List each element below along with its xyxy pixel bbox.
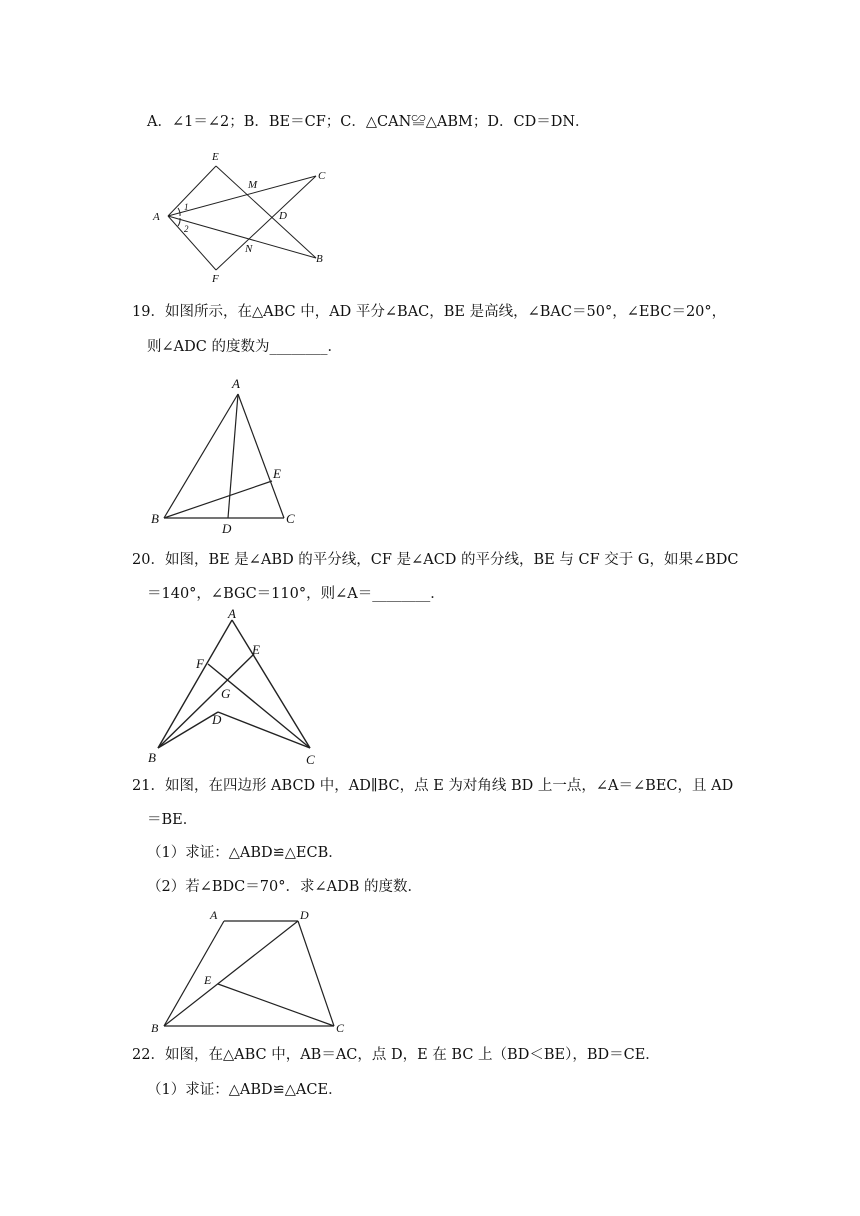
- q20-label-B: B: [148, 750, 156, 765]
- q20-figure: [142, 608, 332, 768]
- q21-label-D: D: [300, 908, 309, 922]
- q20-label-E: E: [252, 642, 260, 657]
- q20-figure-svg: [142, 608, 332, 768]
- q21-sub2: （2）若∠BDC＝70°．求∠ADB 的度数．: [147, 879, 422, 895]
- q19-label-C: C: [286, 511, 295, 526]
- q21-label-B: B: [151, 1021, 159, 1035]
- q20-label-F: F: [196, 656, 204, 671]
- q18-figure: [148, 146, 348, 291]
- q18-figure-svg: [148, 146, 348, 291]
- q19-text-line2: 则∠ADC 的度数为________．: [147, 339, 342, 355]
- q19-label-A: A: [232, 376, 240, 391]
- q20-label-A: A: [228, 608, 236, 621]
- q18-label-M: M: [248, 179, 258, 191]
- q20-text-line1: 20．如图，BE 是∠ABD 的平分线，CF 是∠ACD 的平分线，BE 与 CF 交于 G，如果∠BDC: [132, 552, 739, 568]
- q20-text-line2: ＝140°，∠BGC＝110°，则∠A＝________．: [147, 586, 445, 602]
- q19-text-line1: 19．如图所示，在△ABC 中，AD 平分∠BAC，BE 是高线，∠BAC＝50°，∠EBC＝20°，: [132, 304, 727, 320]
- q21-sub1: （1）求证：△ABD≌△ECB．: [147, 845, 343, 861]
- q21-label-C: C: [336, 1021, 345, 1035]
- q18-label-1: 1: [184, 202, 189, 212]
- q21-label-E: E: [204, 973, 212, 987]
- q18-options: A．∠1＝∠2；B．BE＝CF；C．△CAN≌△ABM；D．CD＝DN．: [147, 114, 590, 130]
- q22-text-line1: 22．如图，在△ABC 中，AB＝AC，点 D，E 在 BC 上（BD＜BE），BD＝CE．: [132, 1047, 660, 1063]
- q18-label-C: C: [318, 170, 326, 182]
- q18-label-A: A: [153, 211, 160, 223]
- q22-sub1: （1）求证：△ABD≌△ACE．: [147, 1082, 343, 1098]
- q19-label-B: B: [151, 511, 159, 526]
- q20-label-G: G: [221, 686, 231, 701]
- q18-label-D: D: [279, 210, 287, 222]
- q20-label-C: C: [306, 752, 315, 767]
- q19-label-D: D: [222, 521, 232, 536]
- q18-label-F: F: [212, 273, 219, 285]
- q18-label-E: E: [212, 151, 219, 163]
- q19-label-E: E: [273, 466, 281, 481]
- q21-text-line2: ＝BE．: [147, 812, 198, 828]
- q21-text-line1: 21．如图，在四边形 ABCD 中，AD∥BC，点 E 为对角线 BD 上一点，∠A＝∠BEC，且 AD: [132, 778, 734, 794]
- q20-label-D: D: [212, 712, 222, 727]
- q19-figure: [148, 372, 308, 537]
- q18-label-B: B: [316, 253, 323, 265]
- q21-figure-svg: [146, 904, 361, 1039]
- q18-label-2: 2: [184, 224, 189, 234]
- q21-label-A: A: [210, 908, 218, 922]
- q19-figure-svg: [148, 372, 308, 537]
- q18-label-N: N: [245, 243, 253, 255]
- q21-figure: [146, 904, 361, 1039]
